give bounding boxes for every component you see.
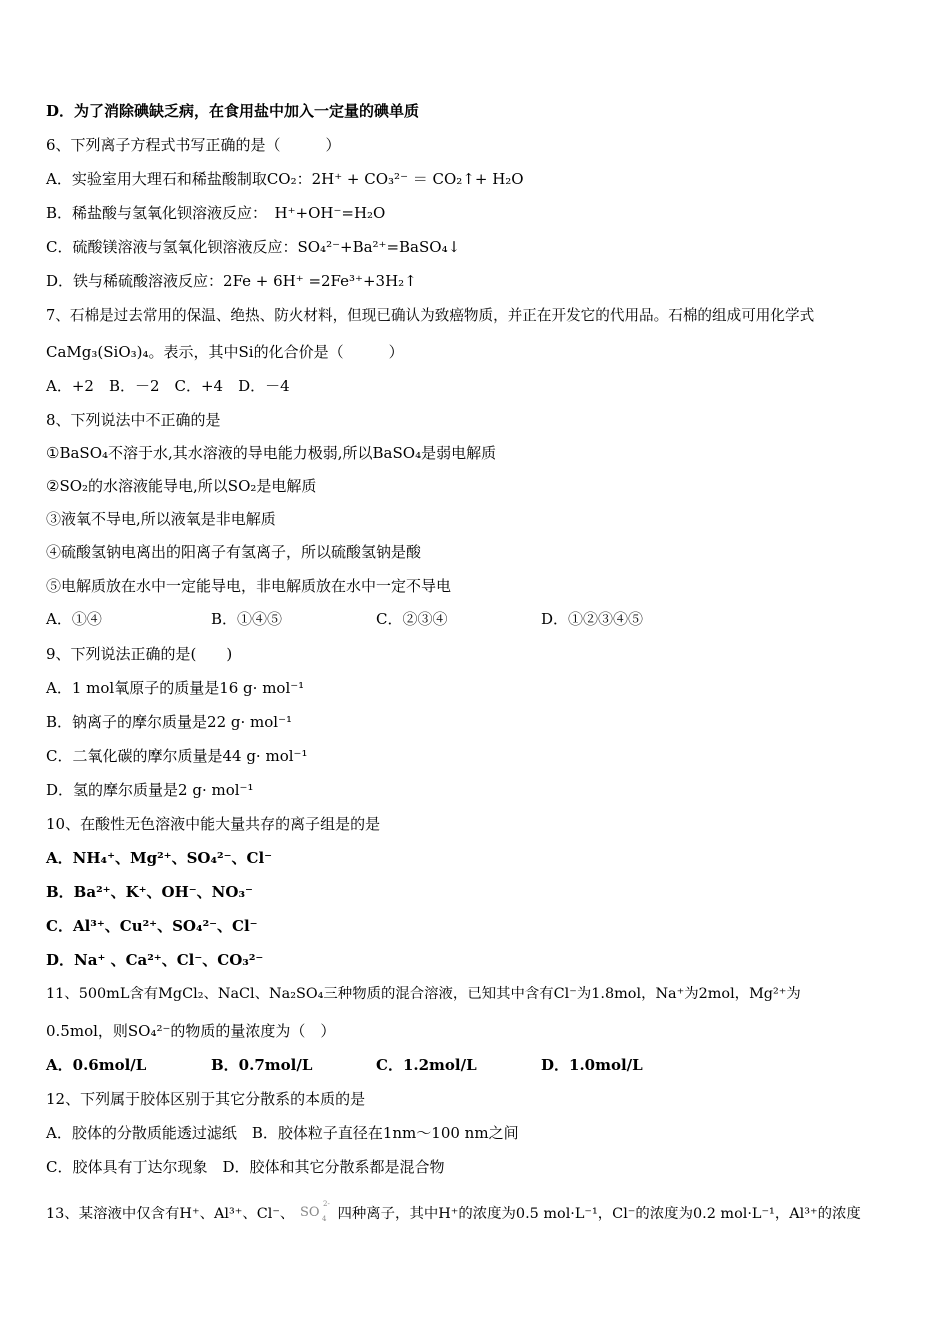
q9-stem: 9、下列说法正确的是( ): [46, 645, 233, 663]
q8-option-d: D．①②③④⑤: [541, 610, 644, 628]
q9-option-d: D．氢的摩尔质量是2 g· mol⁻¹: [46, 781, 254, 799]
q8-statement-1: ①BaSO₄不溶于水,其水溶液的导电能力极弱,所以BaSO₄是弱电解质: [46, 444, 497, 462]
q7-options: A．+2 B．－2 C．+4 D．－4: [46, 377, 290, 395]
sulfate-ion-formula: [299, 1200, 333, 1224]
q11-stem-line2: 0.5mol，则SO₄²⁻的物质的量浓度为（ ）: [46, 1022, 336, 1040]
q11-option-d: D．1.0mol/L: [541, 1056, 643, 1074]
q12-options-line2: C．胶体具有丁达尔现象 D．胶体和其它分散系都是混合物: [46, 1158, 445, 1176]
q13-stem-suffix: 四种离子，其中H⁺的浓度为0.5 mol·L⁻¹，Cl⁻的浓度为0.2 mol·L⁻¹，Al³⁺的浓度: [337, 1206, 861, 1222]
so4-subscript-text: 4: [321, 1215, 327, 1223]
q6-option-a: A．实验室用大理石和稀盐酸制取CO₂：2H⁺ + CO₃²⁻ ＝ CO₂↑+ H₂O: [46, 170, 524, 188]
q10-option-c: C．Al³⁺、Cu²⁺、SO₄²⁻、Cl⁻: [46, 917, 258, 935]
q7-stem-line1: 7、石棉是过去常用的保温、绝热、防火材料，但现已确认为致癌物质，并正在开发它的代用品。石棉的组成可用化学式: [46, 307, 815, 324]
q8-option-b: B．①④⑤: [211, 610, 283, 628]
q8-statement-3: ③液氧不导电,所以液氧是非电解质: [46, 510, 276, 528]
q7-stem-line2: CaMg₃(SiO₃)₄。表示，其中Si的化合价是（ ）: [46, 343, 404, 361]
q6-option-b: B．稀盐酸与氢氧化钡溶液反应： H⁺+OH⁻=H₂O: [46, 204, 386, 222]
q8-statement-5: ⑤电解质放在水中一定能导电，非电解质放在水中一定不导电: [46, 577, 452, 595]
so4-formula-text: SO: [299, 1205, 320, 1220]
q10-option-b: B．Ba²⁺、K⁺、OH⁻、NO₃⁻: [46, 883, 253, 901]
q8-stem: 8、下列说法中不正确的是: [46, 411, 221, 429]
q13-stem-prefix: 13、某溶液中仅含有H⁺、Al³⁺、Cl⁻、: [46, 1206, 295, 1222]
q11-stem-line1: 11、500mL含有MgCl₂、NaCl、Na₂SO₄三种物质的混合溶液，已知其中含有Cl⁻为1.8mol，Na⁺为2mol，Mg²⁺为: [46, 986, 801, 1002]
q10-option-a: A．NH₄⁺、Mg²⁺、SO₄²⁻、Cl⁻: [46, 849, 273, 867]
q10-stem: 10、在酸性无色溶液中能大量共存的离子组是的是: [46, 815, 381, 833]
q8-statement-4: ④硫酸氢钠电离出的阳离子有氢离子，所以硫酸氢钠是酸: [46, 543, 422, 561]
q12-options-line1: A．胶体的分散质能透过滤纸 B．胶体粒子直径在1nm～100 nm之间: [46, 1124, 519, 1142]
q6-option-c: C．硫酸镁溶液与氢氧化钡溶液反应：SO₄²⁻+Ba²⁺=BaSO₄↓: [46, 238, 461, 256]
q11-option-c: C．1.2mol/L: [376, 1056, 477, 1074]
q6-stem: 6、下列离子方程式书写正确的是（ ）: [46, 136, 341, 154]
q9-option-b: B．钠离子的摩尔质量是22 g· mol⁻¹: [46, 713, 292, 731]
q10-option-d: D．Na⁺ 、Ca²⁺、Cl⁻、CO₃²⁻: [46, 951, 264, 969]
so4-superscript-text: 2-: [322, 1200, 330, 1208]
q13-stem: [46, 1200, 861, 1224]
q9-option-a: A．1 mol氧原子的质量是16 g· mol⁻¹: [46, 679, 305, 697]
q11-option-b: B．0.7mol/L: [211, 1056, 313, 1074]
q8-option-c: C．②③④: [376, 610, 448, 628]
q9-option-c: C．二氧化碳的摩尔质量是44 g· mol⁻¹: [46, 747, 308, 765]
q12-stem: 12、下列属于胶体区别于其它分散系的本质的是: [46, 1090, 366, 1108]
q11-option-a: A．0.6mol/L: [46, 1056, 147, 1074]
q8-statement-2: ②SO₂的水溶液能导电,所以SO₂是电解质: [46, 477, 317, 495]
q5-option-d: D．为了消除碘缺乏病，在食用盐中加入一定量的碘单质: [46, 102, 420, 120]
q8-option-a: A．①④: [46, 610, 102, 628]
q6-option-d: D．铁与稀硫酸溶液反应：2Fe + 6H⁺ =2Fe³⁺+3H₂↑: [46, 272, 417, 290]
